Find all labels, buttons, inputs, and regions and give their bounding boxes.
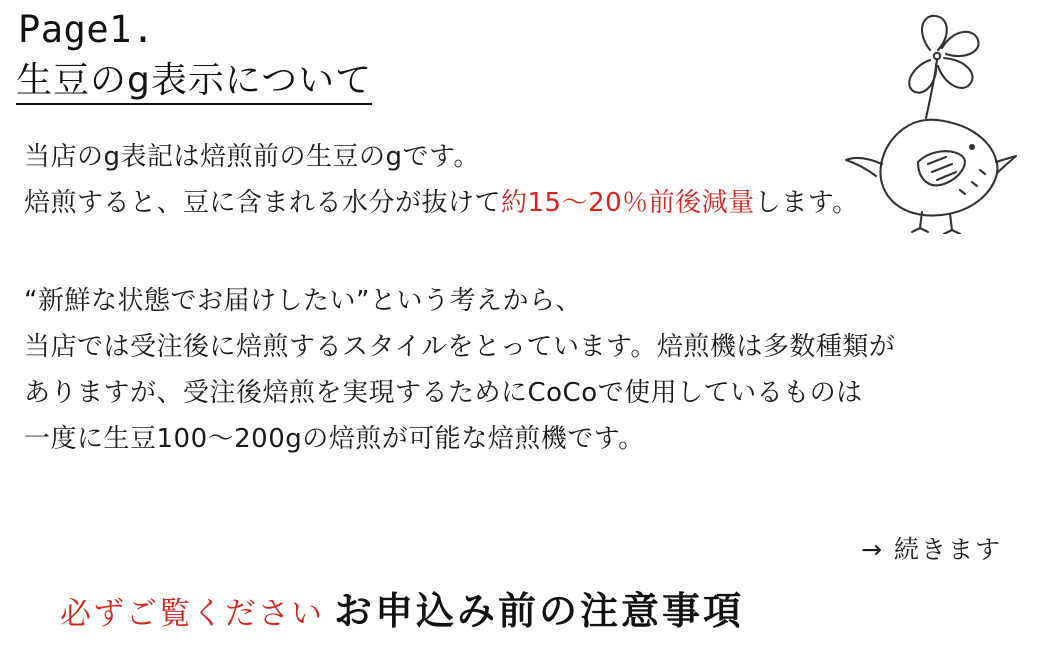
text-segment: 焙煎すると、豆に含まれる水分が抜けて <box>24 188 502 218</box>
paragraph-block-b <box>24 278 895 462</box>
page-number-label: Page1. <box>18 8 155 51</box>
paragraph-line-with-highlight <box>24 180 859 226</box>
paragraph-line: 一度に生豆100〜200gの焙煎が可能な焙煎機です。 <box>24 424 645 454</box>
bird-with-clover-icon <box>810 4 1030 234</box>
paragraph-line: 当店のg表記は焙煎前の生豆のgです。 <box>24 142 480 172</box>
banner-warning-text: 必ずご覧ください <box>60 596 324 632</box>
text-segment: します。 <box>754 188 859 218</box>
continue-note: → 続きます <box>861 535 1002 564</box>
highlighted-text-segment: 約15〜20％前後減量 <box>501 188 755 218</box>
page-title: 生豆のg表示について <box>16 60 372 105</box>
paragraph-block-a <box>24 134 859 226</box>
paragraph-line: “新鮮な状態でお届けしたい”という考えから、 <box>24 286 582 316</box>
banner-title-text: お申込み前の注意事項 <box>334 589 745 633</box>
paragraph-line: 当店では受注後に焙煎するスタイルをとっています。焙煎機は多数種類が <box>24 332 896 362</box>
paragraph-line: ありますが、受注後焙煎を実現するためにCoCoで使用しているものは <box>24 378 863 408</box>
bottom-banner <box>60 580 744 635</box>
